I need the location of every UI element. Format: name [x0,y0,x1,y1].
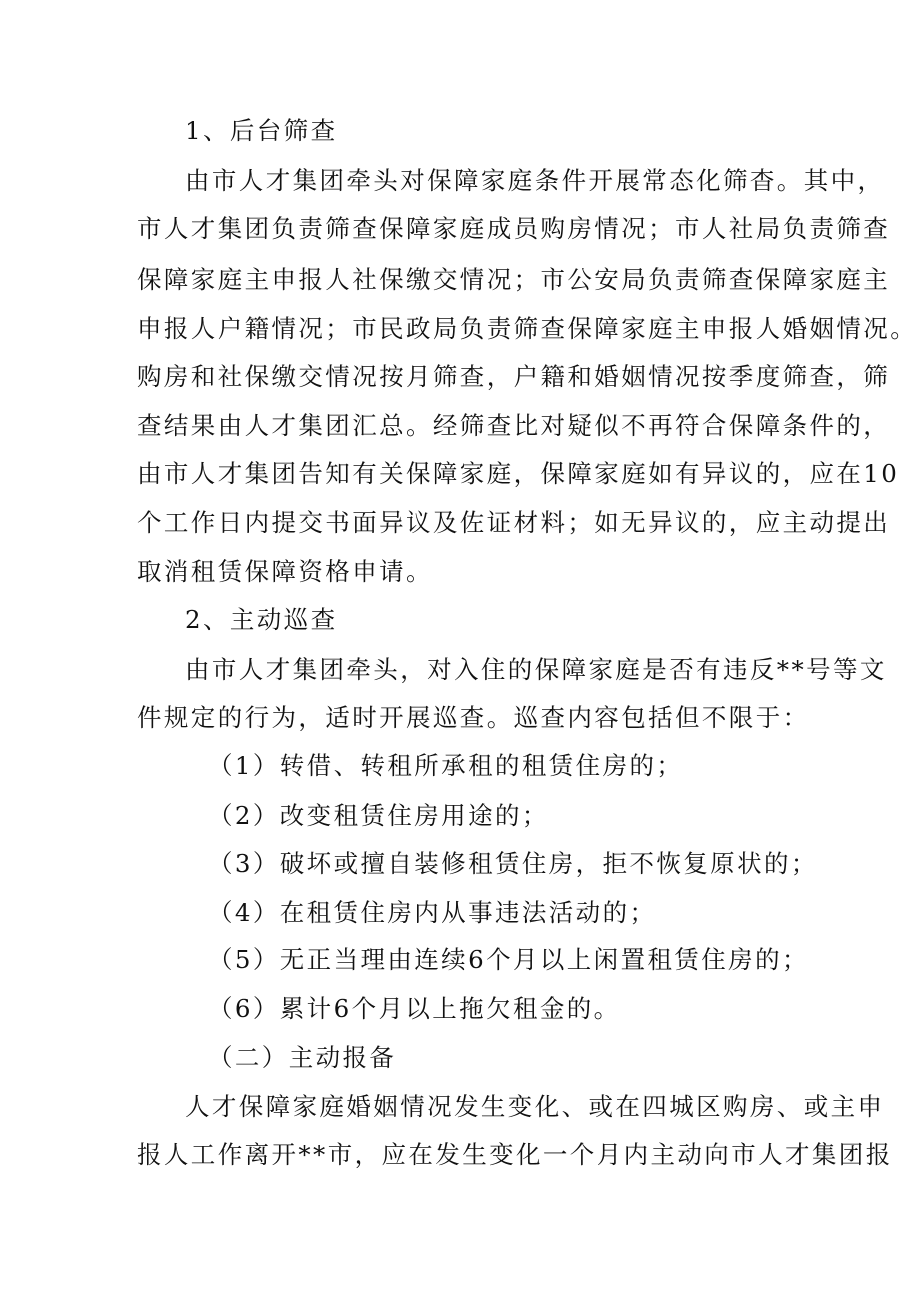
paragraph-line: 查结果由人才集团汇总。经筛查比对疑似不再符合保障条件的， [137,411,891,440]
paragraph-line: 购房和社保缴交情况按月筛查，户籍和婚姻情况按季度筛查，筛 [137,362,891,391]
list-item: （6）累计6个月以上拖欠租金的。 [208,994,621,1023]
paragraph-line: 由市人才集团告知有关保障家庭，保障家庭如有异议的，应在10 [137,459,900,488]
list-item: （3）破坏或擅自装修租赁住房，拒不恢复原状的； [208,849,818,878]
section-heading-1: 1、后台筛查 [185,116,338,145]
section-heading-3: （二）主动报备 [208,1043,397,1072]
list-item: （4）在租赁住房内从事违法活动的； [208,898,657,927]
paragraph-line: 个工作日内提交书面异议及佐证材料；如无异议的，应主动提出 [137,508,891,537]
paragraph-line: 保障家庭主申报人社保缴交情况；市公安局负责筛查保障家庭主 [137,265,891,294]
paragraph-line: 报人工作离开**市，应在发生变化一个月内主动向市人才集团报 [137,1140,893,1169]
list-item: （2）改变租赁住房用途的； [208,801,549,830]
paragraph-line: 由市人才集团牵头，对入住的保障家庭是否有违反**号等文 [185,655,887,684]
list-item: （1）转借、转租所承租的租赁住房的； [208,751,684,780]
paragraph-line: 件规定的行为，适时开展巡查。巡查内容包括但不限于： [137,703,810,732]
paragraph-line: 由市人才集团牵头对保障家庭条件开展常态化筛杳。其中， [185,166,885,195]
list-item: （5）无正当理由连续6个月以上闲置租赁住房的； [208,945,809,974]
paragraph-line: 人才保障家庭婚姻情况发生变化、或在四城区购房、或主申 [185,1092,885,1121]
paragraph-line: 申报人户籍情况；市民政局负责筛查保障家庭主申报人婚姻情况。 [137,314,918,343]
paragraph-line: 市人才集团负责筛查保障家庭成员购房情况；市人社局负责筛查 [137,214,891,243]
section-heading-2: 2、主动巡查 [185,605,338,634]
paragraph-line: 取消租赁保障资格申请。 [137,557,433,586]
